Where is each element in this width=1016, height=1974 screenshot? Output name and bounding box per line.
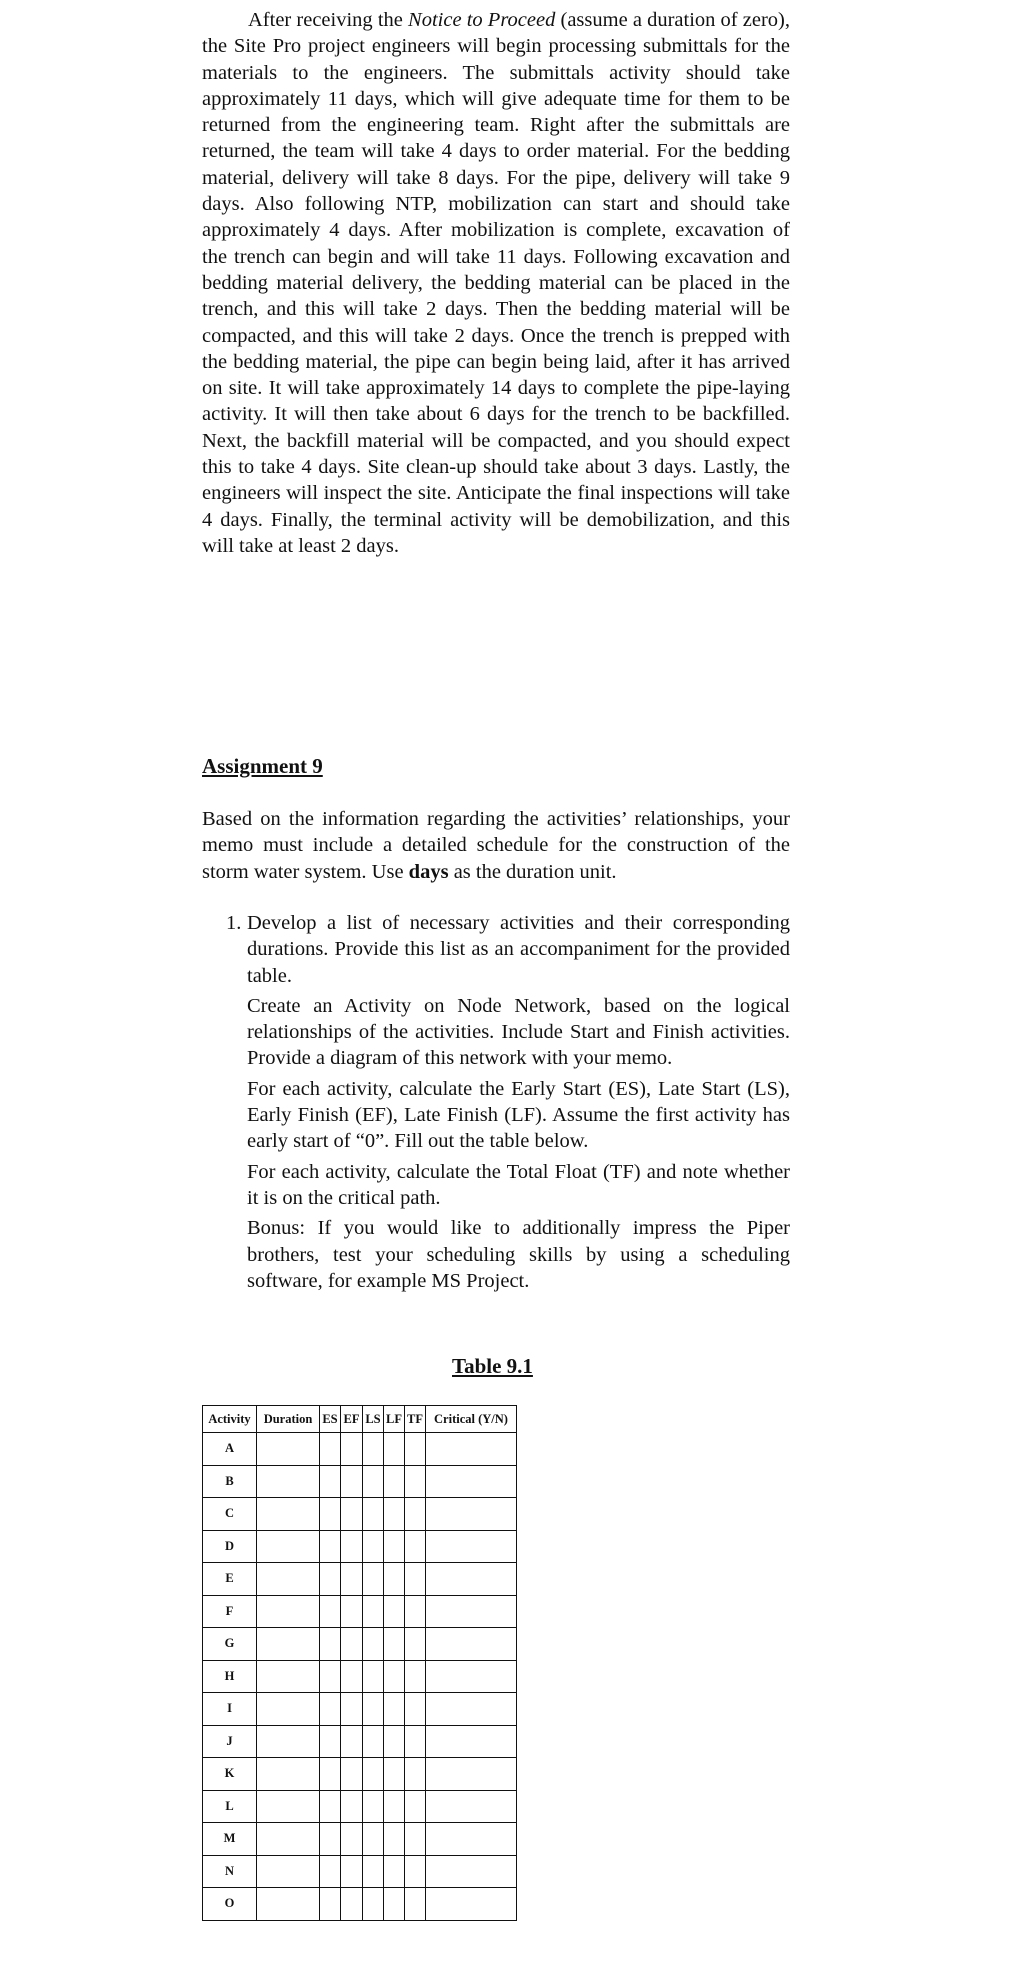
lf-cell[interactable] — [384, 1465, 405, 1498]
critical-cell[interactable] — [426, 1693, 517, 1726]
ef-cell[interactable] — [341, 1758, 363, 1791]
critical-cell[interactable] — [426, 1628, 517, 1661]
assignment-intro-paragraph — [202, 806, 790, 885]
ef-cell[interactable] — [341, 1888, 363, 1921]
duration-cell[interactable] — [257, 1758, 320, 1791]
intro-text-rest: (assume a duration of zero), the Site Pro project engineers will begin processing submittals for the materials to the engineers. The submittals activity should take approximately 11 days, which will give adequate time for them to be returned from the engineering team. Right after the submittals are returned, the team will take 4 days to order material. For the bedding material, delivery will take 8 days. For the pipe, delivery will take 9 days. Also following NTP, mobilization can start and should take approximately 4 days. After mobilization is complete, excavation of the trench can begin and will take 11 days. Following excavation and bedding material delivery, the bedding material can be placed in the trench, and this will take 2 days. Then the bedding material will be compacted, and this will take 2 days. Once the trench is prepped with the bedding material, the pipe can begin being laid, after it has arrived on site. It will take approximately 14 days to complete the pipe-laying activity. It will then take about 6 days for the trench to be backfilled. Next, the backfill material will be compacted, and you should expect this to take 4 days. Site clean-up should take about 3 days. Lastly, the engineers will inspect the site. Anticipate the final inspections will take 4 days. Finally, the terminal activity will be demobilization, and this will take at least 2 days. — [202, 9, 791, 557]
ls-cell[interactable] — [363, 1433, 384, 1466]
list-item-text: For each activity, calculate the Early Start (ES), Late Start (LS), Early Finish (EF), Late Finish (LF). Assume the first activity has early start of “0”. Fill out the table below. — [247, 1077, 790, 1153]
list-item — [202, 1076, 790, 1155]
activity-cell: E — [203, 1563, 257, 1596]
ef-cell[interactable] — [341, 1628, 363, 1661]
header-critical: Critical (Y/N) — [426, 1406, 517, 1433]
es-cell[interactable] — [320, 1888, 341, 1921]
ls-cell[interactable] — [363, 1888, 384, 1921]
tf-cell[interactable] — [405, 1563, 426, 1596]
table-row — [203, 1823, 517, 1856]
table-row — [203, 1433, 517, 1466]
table-row — [203, 1498, 517, 1531]
ef-cell[interactable] — [341, 1823, 363, 1856]
table-row — [203, 1855, 517, 1888]
table-body — [203, 1433, 517, 1921]
activity-cell: M — [203, 1823, 257, 1856]
es-cell[interactable] — [320, 1790, 341, 1823]
critical-cell[interactable] — [426, 1660, 517, 1693]
critical-cell[interactable] — [426, 1790, 517, 1823]
list-item-text: Create an Activity on Node Network, based on the logical relationships of the activities. Include Start and Finish activities. Provide a diagram of this network with your memo. — [247, 994, 790, 1070]
lf-cell[interactable] — [384, 1628, 405, 1661]
es-cell[interactable] — [320, 1563, 341, 1596]
tf-cell[interactable] — [405, 1823, 426, 1856]
header-ls: LS — [363, 1406, 384, 1433]
tf-cell[interactable] — [405, 1725, 426, 1758]
tf-cell[interactable] — [405, 1595, 426, 1628]
ef-cell[interactable] — [341, 1790, 363, 1823]
tf-cell[interactable] — [405, 1628, 426, 1661]
duration-cell[interactable] — [257, 1855, 320, 1888]
ls-cell[interactable] — [363, 1595, 384, 1628]
ef-cell[interactable] — [341, 1693, 363, 1726]
lf-cell[interactable] — [384, 1855, 405, 1888]
ls-cell[interactable] — [363, 1693, 384, 1726]
critical-cell[interactable] — [426, 1530, 517, 1563]
list-item-number: 1. — [226, 912, 242, 934]
duration-cell[interactable] — [257, 1498, 320, 1531]
assignment-intro-start: Based on the information regarding the activities’ relationships, your memo must include a detailed schedule for the construction of the storm water system. Use — [202, 808, 790, 883]
table-row — [203, 1563, 517, 1596]
duration-cell[interactable] — [257, 1790, 320, 1823]
ls-cell[interactable] — [363, 1465, 384, 1498]
tf-cell[interactable] — [405, 1888, 426, 1921]
critical-cell[interactable] — [426, 1433, 517, 1466]
tf-cell[interactable] — [405, 1790, 426, 1823]
tf-cell[interactable] — [405, 1498, 426, 1531]
ef-cell[interactable] — [341, 1855, 363, 1888]
tf-cell[interactable] — [405, 1758, 426, 1791]
activity-cell: A — [203, 1433, 257, 1466]
critical-cell[interactable] — [426, 1823, 517, 1856]
table-row — [203, 1790, 517, 1823]
tf-cell[interactable] — [405, 1465, 426, 1498]
ls-cell[interactable] — [363, 1498, 384, 1531]
ef-cell[interactable] — [341, 1530, 363, 1563]
lf-cell[interactable] — [384, 1823, 405, 1856]
activity-cell: N — [203, 1855, 257, 1888]
list-item — [202, 993, 790, 1072]
header-lf: LF — [384, 1406, 405, 1433]
duration-cell[interactable] — [257, 1628, 320, 1661]
intro-paragraph — [202, 7, 790, 559]
duration-cell[interactable] — [257, 1595, 320, 1628]
header-es: ES — [320, 1406, 341, 1433]
table-row — [203, 1693, 517, 1726]
es-cell[interactable] — [320, 1595, 341, 1628]
assignment-task-list — [202, 910, 790, 1298]
activity-cell: D — [203, 1530, 257, 1563]
intro-text-start: After receiving the — [248, 9, 409, 31]
critical-cell[interactable] — [426, 1563, 517, 1596]
lf-cell[interactable] — [384, 1693, 405, 1726]
es-cell[interactable] — [320, 1530, 341, 1563]
ls-cell[interactable] — [363, 1628, 384, 1661]
critical-cell[interactable] — [426, 1855, 517, 1888]
lf-cell[interactable] — [384, 1595, 405, 1628]
es-cell[interactable] — [320, 1433, 341, 1466]
header-activity: Activity — [203, 1406, 257, 1433]
list-item-text: For each activity, calculate the Total Float (TF) and note whether it is on the critical path. — [247, 1160, 790, 1209]
activity-cell: G — [203, 1628, 257, 1661]
table-header-row — [203, 1406, 517, 1433]
lf-cell[interactable] — [384, 1758, 405, 1791]
header-tf: TF — [405, 1406, 426, 1433]
ef-cell[interactable] — [341, 1660, 363, 1693]
ls-cell[interactable] — [363, 1758, 384, 1791]
es-cell[interactable] — [320, 1660, 341, 1693]
table-row — [203, 1660, 517, 1693]
lf-cell[interactable] — [384, 1433, 405, 1466]
ef-cell[interactable] — [341, 1433, 363, 1466]
duration-cell[interactable] — [257, 1693, 320, 1726]
table-row — [203, 1628, 517, 1661]
lf-cell[interactable] — [384, 1790, 405, 1823]
duration-cell[interactable] — [257, 1823, 320, 1856]
ls-cell[interactable] — [363, 1855, 384, 1888]
ls-cell[interactable] — [363, 1790, 384, 1823]
tf-cell[interactable] — [405, 1855, 426, 1888]
ls-cell[interactable] — [363, 1725, 384, 1758]
tf-cell[interactable] — [405, 1660, 426, 1693]
critical-cell[interactable] — [426, 1498, 517, 1531]
critical-cell[interactable] — [426, 1595, 517, 1628]
ls-cell[interactable] — [363, 1530, 384, 1563]
es-cell[interactable] — [320, 1498, 341, 1531]
activity-cell: J — [203, 1725, 257, 1758]
es-cell[interactable] — [320, 1628, 341, 1661]
header-ef: EF — [341, 1406, 363, 1433]
lf-cell[interactable] — [384, 1888, 405, 1921]
activity-cell: O — [203, 1888, 257, 1921]
critical-cell[interactable] — [426, 1725, 517, 1758]
tf-cell[interactable] — [405, 1433, 426, 1466]
ef-cell[interactable] — [341, 1563, 363, 1596]
header-duration: Duration — [257, 1406, 320, 1433]
schedule-table — [202, 1405, 517, 1921]
lf-cell[interactable] — [384, 1725, 405, 1758]
list-item — [202, 910, 790, 989]
activity-cell: K — [203, 1758, 257, 1791]
es-cell[interactable] — [320, 1823, 341, 1856]
ls-cell[interactable] — [363, 1660, 384, 1693]
es-cell[interactable] — [320, 1465, 341, 1498]
ef-cell[interactable] — [341, 1725, 363, 1758]
table-row — [203, 1758, 517, 1791]
activity-cell: I — [203, 1693, 257, 1726]
activity-cell: B — [203, 1465, 257, 1498]
duration-cell[interactable] — [257, 1660, 320, 1693]
table-title: Table 9.1 — [452, 1354, 533, 1378]
list-item-text: Develop a list of necessary activities and their corresponding durations. Provide this list as an accompaniment for the provided table. — [247, 912, 790, 987]
duration-cell[interactable] — [257, 1888, 320, 1921]
lf-cell[interactable] — [384, 1530, 405, 1563]
table-row — [203, 1725, 517, 1758]
critical-cell[interactable] — [426, 1465, 517, 1498]
ls-cell[interactable] — [363, 1563, 384, 1596]
es-cell[interactable] — [320, 1693, 341, 1726]
activity-cell: F — [203, 1595, 257, 1628]
es-cell[interactable] — [320, 1725, 341, 1758]
assignment-heading: Assignment 9 — [202, 754, 323, 778]
list-item — [202, 1215, 790, 1294]
assignment-intro-end: as the duration unit. — [448, 860, 617, 883]
duration-cell[interactable] — [257, 1465, 320, 1498]
ef-cell[interactable] — [341, 1498, 363, 1531]
table-row — [203, 1595, 517, 1628]
lf-cell[interactable] — [384, 1498, 405, 1531]
duration-cell[interactable] — [257, 1563, 320, 1596]
duration-cell[interactable] — [257, 1433, 320, 1466]
lf-cell[interactable] — [384, 1660, 405, 1693]
ef-cell[interactable] — [341, 1595, 363, 1628]
duration-cell[interactable] — [257, 1725, 320, 1758]
duration-cell[interactable] — [257, 1530, 320, 1563]
es-cell[interactable] — [320, 1758, 341, 1791]
es-cell[interactable] — [320, 1855, 341, 1888]
activity-cell: C — [203, 1498, 257, 1531]
table-row — [203, 1888, 517, 1921]
tf-cell[interactable] — [405, 1693, 426, 1726]
tf-cell[interactable] — [405, 1530, 426, 1563]
list-item-text: Bonus: If you would like to additionally impress the Piper brothers, test your scheduling skills by using a scheduling software, for example MS Project. — [247, 1217, 790, 1292]
critical-cell[interactable] — [426, 1758, 517, 1791]
days-bold: days — [408, 860, 449, 883]
critical-cell[interactable] — [426, 1888, 517, 1921]
ef-cell[interactable] — [341, 1465, 363, 1498]
notice-to-proceed-italic: Notice to Proceed — [408, 9, 556, 31]
ls-cell[interactable] — [363, 1823, 384, 1856]
activity-cell: L — [203, 1790, 257, 1823]
lf-cell[interactable] — [384, 1563, 405, 1596]
table-row — [203, 1530, 517, 1563]
list-item — [202, 1159, 790, 1212]
activity-cell: H — [203, 1660, 257, 1693]
table-row — [203, 1465, 517, 1498]
